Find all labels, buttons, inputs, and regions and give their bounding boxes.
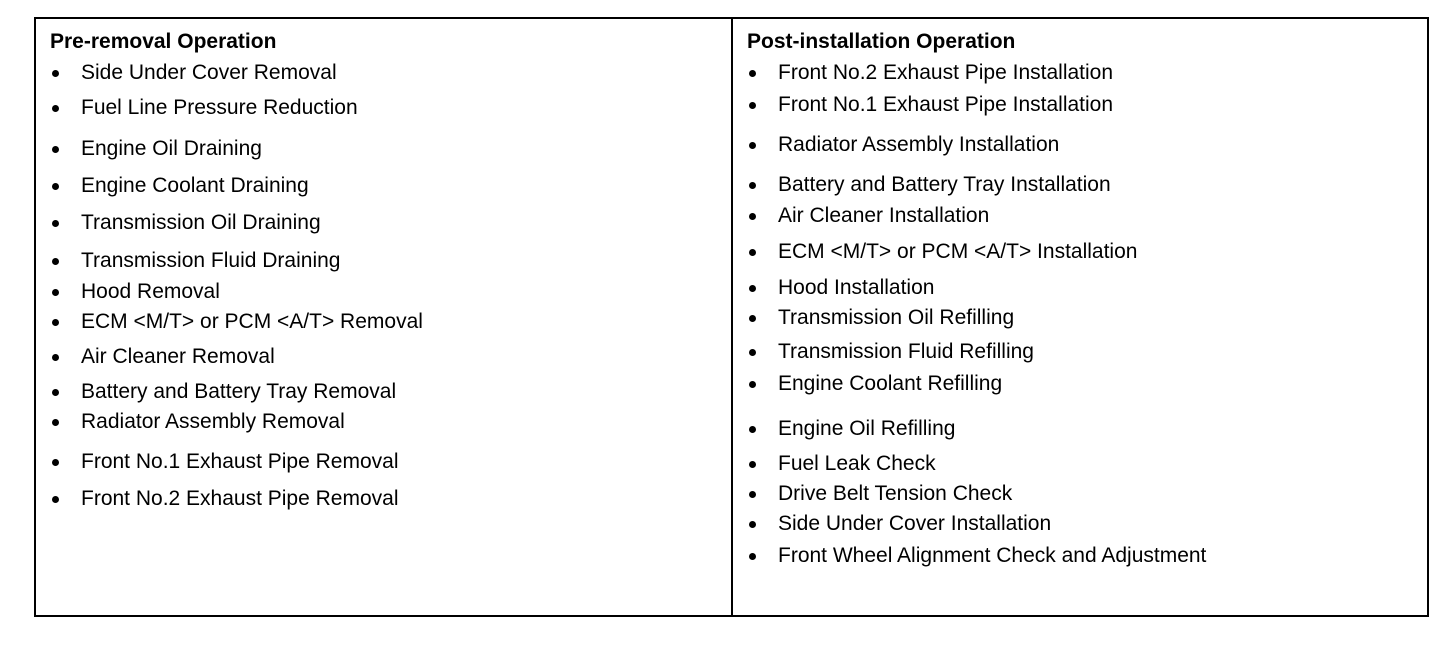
bullet-icon <box>749 213 756 220</box>
bullet-icon <box>749 521 756 528</box>
post-installation-column <box>733 19 1427 615</box>
list-item-label: Transmission Oil Refilling <box>778 306 1015 329</box>
operations-table <box>34 17 1429 617</box>
bullet-icon <box>749 102 756 109</box>
post-installation-heading: Post-installation Operation <box>747 30 1016 53</box>
bullet-icon <box>749 315 756 322</box>
bullet-icon <box>749 491 756 498</box>
bullet-icon <box>52 220 59 227</box>
list-item-label: Front Wheel Alignment Check and Adjustment <box>778 544 1207 567</box>
list-item-label: Front No.2 Exhaust Pipe Installation <box>778 61 1114 84</box>
list-item-label: Engine Coolant Refilling <box>778 372 1003 395</box>
list-item-label: Radiator Assembly Installation <box>778 133 1060 156</box>
bullet-icon <box>52 146 59 153</box>
list-item-label: Transmission Oil Draining <box>81 211 321 234</box>
list-item-label: Engine Oil Draining <box>81 137 262 160</box>
list-item-label: Drive Belt Tension Check <box>778 482 1013 505</box>
list-item-label: Engine Oil Refilling <box>778 417 956 440</box>
bullet-icon <box>52 289 59 296</box>
bullet-icon <box>749 426 756 433</box>
list-item-label: Transmission Fluid Draining <box>81 249 341 272</box>
list-item-label: Side Under Cover Removal <box>81 61 337 84</box>
list-item-label: ECM <M/T> or PCM <A/T> Installation <box>778 240 1138 263</box>
bullet-icon <box>52 183 59 190</box>
list-item-label: Front No.2 Exhaust Pipe Removal <box>81 487 399 510</box>
list-item-label: Hood Removal <box>81 280 220 303</box>
bullet-icon <box>52 459 59 466</box>
bullet-icon <box>749 142 756 149</box>
pre-removal-heading: Pre-removal Operation <box>50 30 277 53</box>
bullet-icon <box>52 105 59 112</box>
bullet-icon <box>749 249 756 256</box>
list-item-label: ECM <M/T> or PCM <A/T> Removal <box>81 310 423 333</box>
list-item-label: Battery and Battery Tray Removal <box>81 380 397 403</box>
list-item-label: Side Under Cover Installation <box>778 512 1052 535</box>
bullet-icon <box>749 381 756 388</box>
list-item-label: Fuel Leak Check <box>778 452 936 475</box>
bullet-icon <box>52 419 59 426</box>
list-item-label: Engine Coolant Draining <box>81 174 309 197</box>
bullet-icon <box>52 354 59 361</box>
bullet-icon <box>52 496 59 503</box>
list-item-label: Radiator Assembly Removal <box>81 410 345 433</box>
bullet-icon <box>749 70 756 77</box>
bullet-icon <box>52 389 59 396</box>
bullet-icon <box>749 349 756 356</box>
list-item-label: Front No.1 Exhaust Pipe Removal <box>81 450 399 473</box>
bullet-icon <box>749 182 756 189</box>
list-item-label: Air Cleaner Removal <box>81 345 275 368</box>
bullet-icon <box>52 319 59 326</box>
list-item-label: Battery and Battery Tray Installation <box>778 173 1111 196</box>
list-item-label: Fuel Line Pressure Reduction <box>81 96 358 119</box>
bullet-icon <box>52 258 59 265</box>
pre-removal-column <box>36 19 731 615</box>
list-item-label: Hood Installation <box>778 276 935 299</box>
list-item-label: Front No.1 Exhaust Pipe Installation <box>778 93 1114 116</box>
list-item-label: Transmission Fluid Refilling <box>778 340 1034 363</box>
list-item-label: Air Cleaner Installation <box>778 204 990 227</box>
bullet-icon <box>749 553 756 560</box>
bullet-icon <box>749 461 756 468</box>
bullet-icon <box>52 70 59 77</box>
bullet-icon <box>749 285 756 292</box>
